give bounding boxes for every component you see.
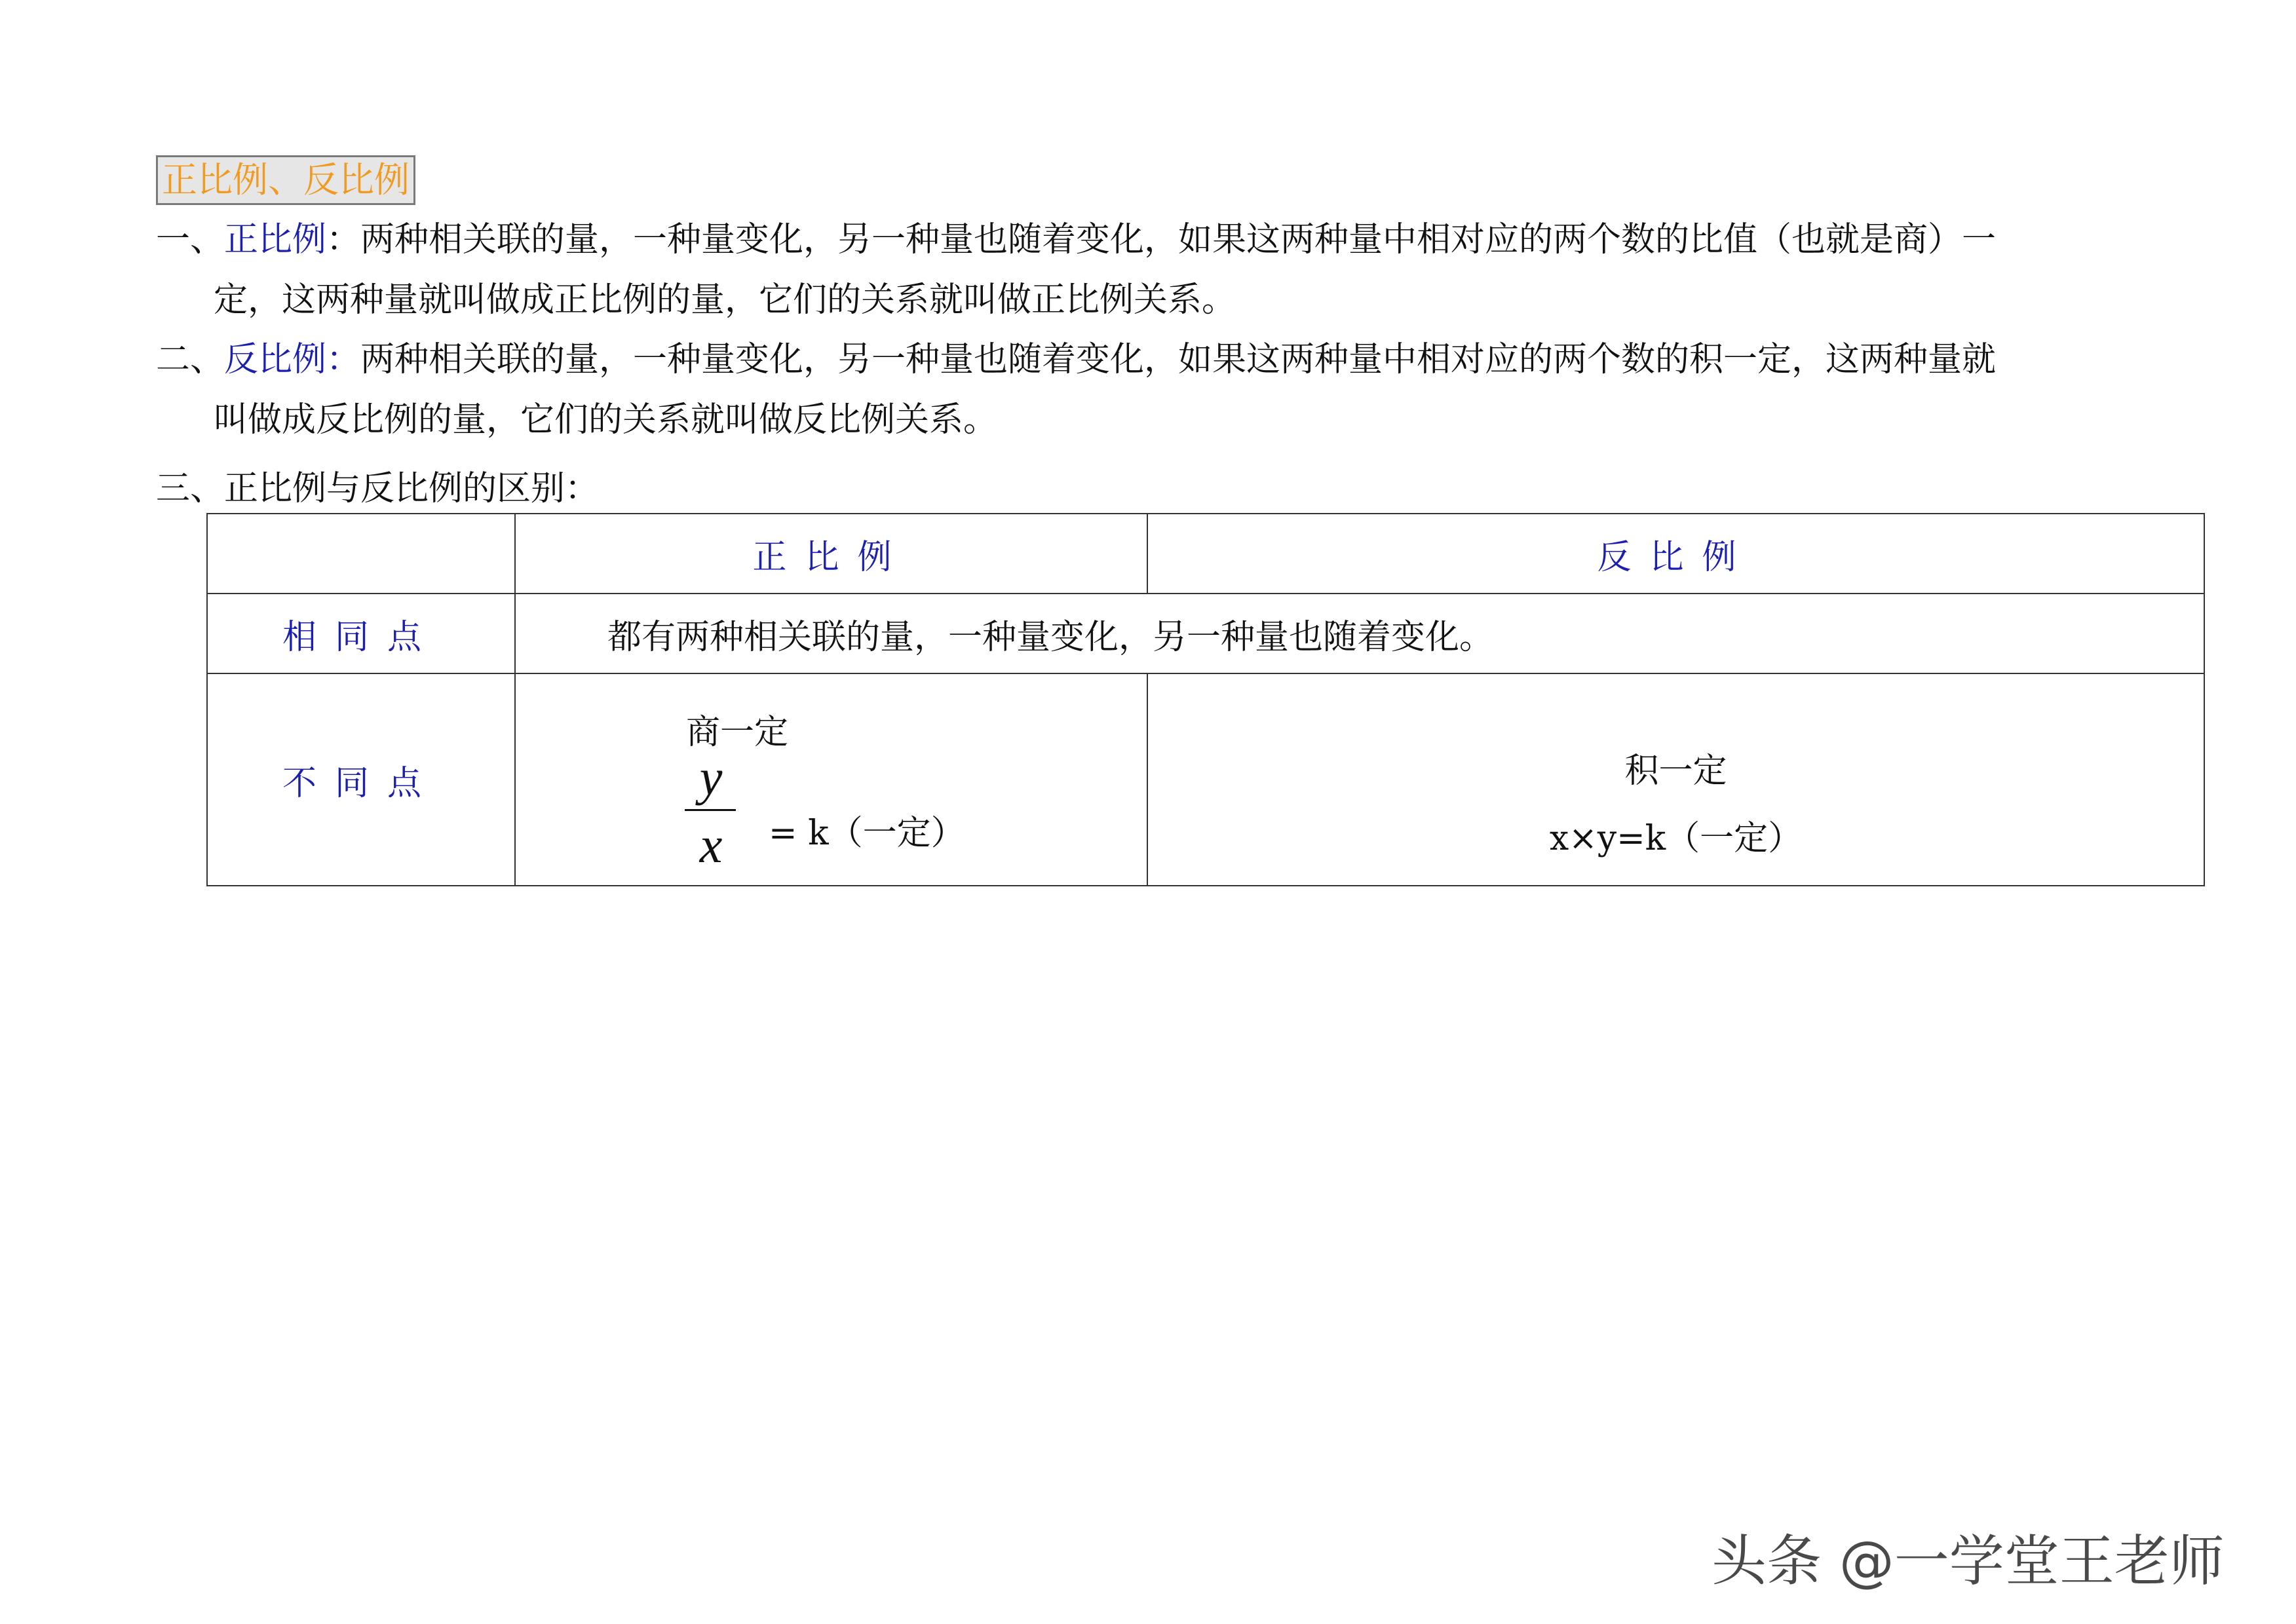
fraction-y-over-x bbox=[685, 751, 737, 871]
header-inverse-proportion: 反比例 bbox=[1147, 514, 2204, 594]
item-number: 二、 bbox=[156, 340, 225, 379]
quotient-formula: = k（一定） bbox=[769, 814, 965, 853]
item-number: 一、 bbox=[156, 220, 225, 259]
definition-text: ：两种相关联的量，一种量变化，另一种量也随着变化，如果这两种量中相对应的两个数的比值（也就是商）一 bbox=[326, 220, 1997, 259]
definition-line-continued: 叫做成反比例的量，它们的关系就叫做反比例关系。 bbox=[214, 400, 998, 440]
definition-line-continued: 定，这两种量就叫做成正比例的量，它们的关系就叫做正比例关系。 bbox=[214, 280, 1236, 320]
quotient-label: 商一定 bbox=[686, 713, 789, 752]
quotient-block bbox=[516, 674, 1147, 885]
row-label-difference: 不同点 bbox=[207, 673, 515, 886]
definition-direct-proportion bbox=[156, 210, 2233, 330]
table-row-difference bbox=[207, 673, 2204, 886]
row-label-similarity: 相同点 bbox=[207, 594, 515, 673]
difference-inverse-cell bbox=[1147, 673, 2204, 886]
definition-inverse-proportion bbox=[156, 330, 2233, 450]
difference-direct-cell bbox=[515, 673, 1147, 886]
table-header-row bbox=[207, 514, 2204, 594]
fraction-denominator: x bbox=[699, 816, 723, 873]
fraction-numerator: y bbox=[699, 749, 723, 806]
term-direct-proportion: 正比例 bbox=[224, 220, 327, 259]
section-title: 正比例、反比例 bbox=[156, 155, 415, 205]
comparison-heading-text: 三、正比例与反比例的区别： bbox=[156, 469, 600, 508]
product-label: 积一定 bbox=[1624, 751, 1727, 791]
product-block bbox=[1148, 674, 2204, 885]
watermark: 头条 @一学堂王老师 bbox=[1712, 1529, 2225, 1593]
table-row-similarity bbox=[207, 594, 2204, 673]
table-corner-cell bbox=[207, 514, 515, 594]
header-direct-proportion: 正比例 bbox=[515, 514, 1147, 594]
comparison-table bbox=[206, 513, 2205, 886]
comparison-heading bbox=[156, 459, 2233, 519]
definition-text: 两种相关联的量，一种量变化，另一种量也随着变化，如果这两种量中相对应的两个数的积一定，这两种量就 bbox=[360, 340, 1997, 379]
product-formula: x×y=k（一定） bbox=[1549, 819, 1803, 858]
definition-line bbox=[156, 210, 2233, 270]
similarity-text: 都有两种相关联的量，一种量变化，另一种量也随着变化。 bbox=[515, 594, 2204, 673]
term-inverse-proportion: 反比例： bbox=[224, 340, 361, 379]
fraction-bar bbox=[685, 809, 736, 811]
definition-line bbox=[156, 330, 2233, 390]
